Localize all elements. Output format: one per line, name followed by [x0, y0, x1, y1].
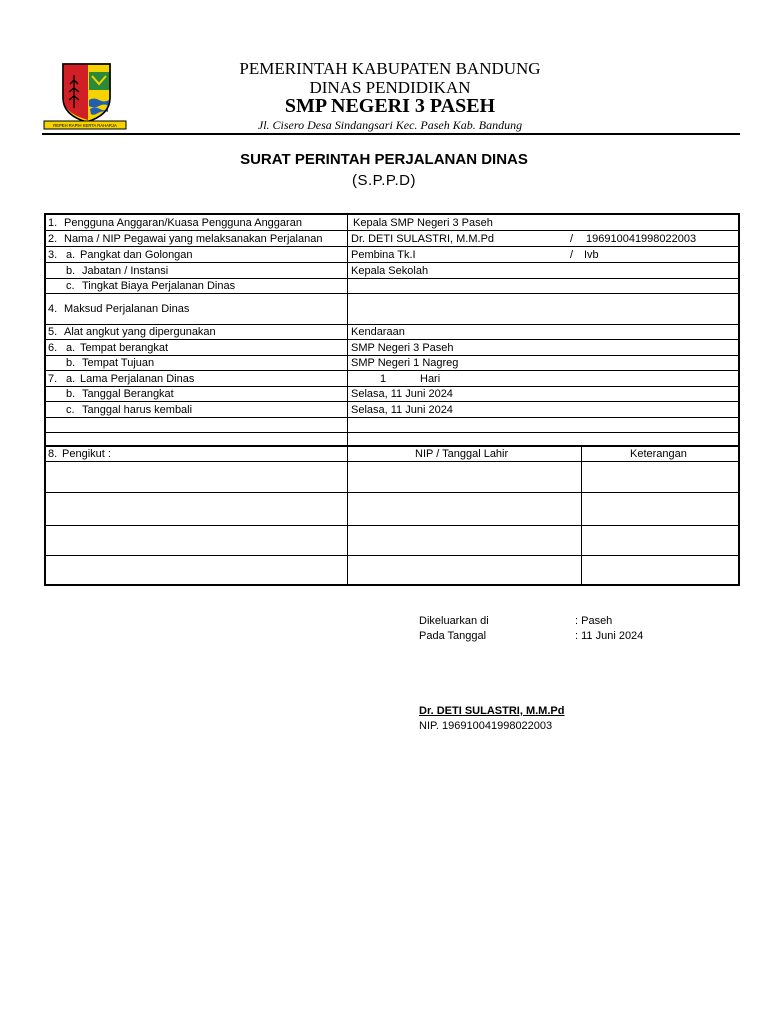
row-separator: /	[570, 232, 574, 245]
row-label: Tanggal Berangkat	[82, 388, 174, 400]
row-sub: c.	[66, 403, 75, 416]
form-row-3b	[46, 263, 738, 279]
row-label: Jabatan / Instansi	[82, 264, 169, 277]
issued-place-label: Dikeluarkan di	[419, 615, 489, 627]
kop-line1: PEMERINTAH KABUPATEN BANDUNG	[239, 59, 541, 78]
signatory-nip: NIP. 196910041998022003	[419, 720, 553, 732]
row-sub: b.	[66, 357, 76, 369]
form-row-7a	[46, 371, 738, 387]
row-number: 7.	[48, 372, 58, 385]
row-value: Kepala Sekolah	[351, 264, 429, 277]
pengikut-row-1	[46, 462, 738, 493]
row-label: Alat angkut yang dipergunakan	[64, 326, 216, 338]
row-number: 4.	[48, 303, 58, 315]
school-address: Jl. Cisero Desa Sindangsari Kec. Paseh Kab. Bandung	[257, 118, 523, 132]
row-label: Maksud Perjalanan Dinas	[64, 303, 190, 315]
form-row-6b	[46, 356, 738, 371]
school-name: SMP NEGERI 3 PASEH	[284, 95, 496, 117]
kop-line2: DINAS PENDIDIKAN	[309, 78, 471, 97]
pengikut-row-3	[46, 526, 738, 556]
sppd-form-table	[44, 213, 740, 586]
row-label: Nama / NIP Pegawai yang melaksanakan Perjalanan	[64, 232, 323, 245]
logo-motto: REPEH RAPIH KERTA RAHARJA	[53, 123, 117, 128]
document-title: SURAT PERINTAH PERJALANAN DINAS	[240, 151, 528, 168]
row-value: Kepala SMP Negeri 3 Paseh	[353, 216, 493, 229]
row-sub: b.	[66, 388, 76, 400]
row-value: Selasa, 11 Juni 2024	[351, 388, 453, 400]
form-row-7c	[46, 402, 738, 418]
form-row-1	[46, 215, 738, 231]
kabupaten-bandung-logo	[42, 60, 128, 132]
form-row-6a	[46, 340, 738, 356]
row-label: Pengikut :	[62, 448, 111, 460]
row-value-nip: 196910041998022003	[586, 232, 697, 245]
issued-date-value: : 11 Juni 2024	[575, 630, 644, 642]
row-value: Kendaraan	[351, 326, 405, 338]
form-row-blank-2	[46, 433, 738, 447]
row-value: SMP Negeri 1 Nagreg	[351, 357, 459, 369]
issued-place-value: : Paseh	[575, 615, 613, 627]
document-abbr: (S.P.P.D)	[352, 172, 416, 189]
column-divider-nip	[581, 447, 582, 584]
form-row-2	[46, 231, 738, 247]
row-sub: c.	[66, 280, 75, 292]
signatory-name: Dr. DETI SULASTRI, M.M.Pd	[419, 705, 565, 717]
row-number: 6.	[48, 341, 58, 354]
row-value: SMP Negeri 3 Paseh	[351, 341, 454, 354]
row-separator: /	[570, 248, 574, 261]
row-number: 2.	[48, 232, 58, 245]
form-row-5	[46, 325, 738, 340]
row-sub: a.	[66, 341, 76, 354]
row-value: Pembina Tk.I	[351, 248, 416, 261]
col-keterangan-header: Keterangan	[630, 448, 687, 460]
row-sub: a.	[66, 372, 76, 385]
form-row-3c	[46, 279, 738, 294]
row-label: Lama Perjalanan Dinas	[80, 372, 195, 385]
row-value: Selasa, 11 Juni 2024	[351, 403, 453, 416]
form-row-blank-1	[46, 418, 738, 433]
row-value-duration: 1	[380, 372, 387, 385]
header-divider	[42, 133, 740, 135]
row-label: Pangkat dan Golongan	[80, 248, 193, 261]
row-label: Tanggal harus kembali	[82, 403, 193, 416]
row-value-golongan: Ivb	[584, 248, 599, 261]
row-sub: a.	[66, 248, 76, 261]
row-number: 8.	[48, 448, 58, 460]
form-row-7b	[46, 387, 738, 402]
row-sub: b.	[66, 264, 76, 277]
form-row-3a	[46, 247, 738, 263]
row-number: 3.	[48, 248, 58, 261]
row-value: Dr. DETI SULASTRI, M.M.Pd	[351, 232, 495, 245]
col-nip-header: NIP / Tanggal Lahir	[415, 448, 509, 460]
issued-date-label: Pada Tanggal	[419, 630, 487, 642]
form-row-8-header	[46, 447, 738, 462]
row-label: Tempat berangkat	[80, 341, 169, 354]
column-divider-main	[347, 215, 348, 584]
row-label: Tingkat Biaya Perjalanan Dinas	[82, 280, 236, 292]
pengikut-row-2	[46, 493, 738, 526]
row-number: 5.	[48, 326, 58, 338]
row-number: 1.	[48, 216, 58, 229]
form-row-4	[46, 294, 738, 325]
row-label: Tempat Tujuan	[82, 357, 155, 369]
row-value-unit: Hari	[420, 372, 441, 385]
row-label: Pengguna Anggaran/Kuasa Pengguna Anggaran	[64, 216, 302, 229]
